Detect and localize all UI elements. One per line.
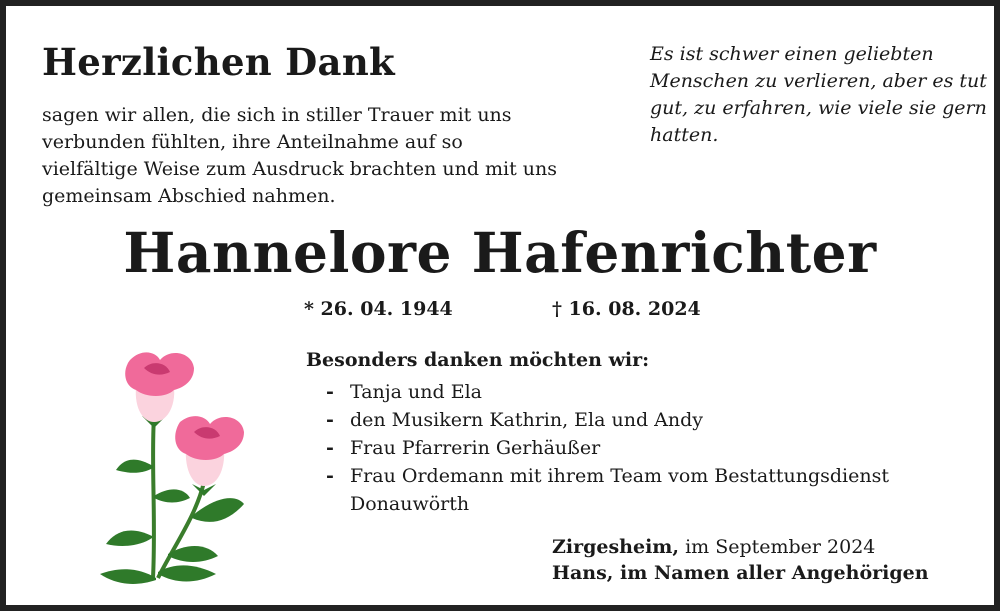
death-date: † 16. 08. 2024 — [552, 298, 701, 320]
deceased-name: Hannelore Hafenrichter — [123, 220, 877, 285]
list-item — [326, 406, 966, 434]
list-item — [326, 378, 966, 406]
dash-icon: - — [326, 437, 334, 459]
birth-date: * 26. 04. 1944 — [304, 298, 453, 320]
list-item-text: Frau Pfarrerin Gerhäußer — [350, 437, 601, 459]
dash-icon: - — [326, 381, 334, 403]
quote: Es ist schwer einen geliebten Menschen zu verlieren, aber es tut gut, zu erfahren, wie viele sie gern hatten. — [650, 43, 987, 146]
dash-icon: - — [326, 409, 334, 431]
list-item-text: Tanja und Ela — [350, 381, 482, 403]
thanks-list — [326, 378, 966, 518]
intro-text: sagen wir allen, die sich in stiller Trauer mit uns verbunden fühlten, ihre Anteilnahme auf so vielfältige Weise zum Ausdruck brachten und mit uns gemeinsam Abschied nahmen. — [42, 104, 558, 207]
list-item-text: den Musikern Kathrin, Ela und Andy — [350, 409, 704, 431]
place: Zirgesheim, — [552, 536, 680, 558]
thanks-title: Besonders danken möchten wir: — [306, 349, 650, 371]
dash-icon: - — [326, 465, 334, 487]
place-date-line — [552, 536, 875, 558]
list-item-text: Frau Ordemann mit ihrem Team vom Bestattungsdienst Donauwörth — [350, 465, 889, 515]
signature: Hans, im Namen aller Angehörigen — [552, 562, 929, 584]
roses-illustration-icon — [96, 346, 256, 590]
list-item — [326, 434, 966, 462]
list-item — [326, 462, 966, 518]
date-text: im September 2024 — [685, 536, 876, 558]
heading: Herzlichen Dank — [42, 40, 395, 84]
